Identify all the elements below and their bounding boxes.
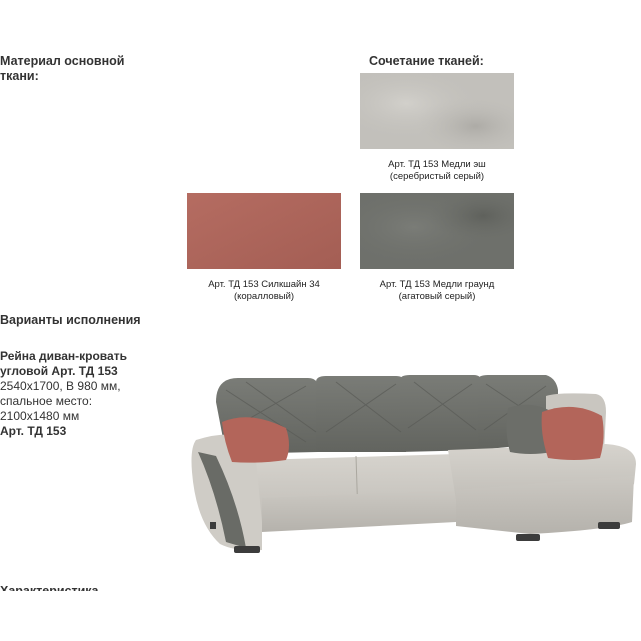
combination-label: Сочетание тканей: bbox=[369, 54, 484, 68]
sleeping-size: 2100x1480 мм bbox=[0, 409, 80, 423]
sofa-image bbox=[186, 372, 638, 560]
material-label: Материал основной ткани: bbox=[0, 54, 125, 83]
product-dimensions: 2540x1700, В 980 мм, bbox=[0, 379, 121, 393]
variants-heading: Варианты исполнения bbox=[0, 313, 141, 327]
swatch-desc: (серебристый серый) bbox=[389, 171, 485, 182]
swatch-name: Арт. ТД 153 Медли граунд bbox=[379, 279, 495, 290]
swatch-name: Арт. ТД 153 Силкшайн 34 bbox=[208, 279, 320, 290]
page-bottom-mask bbox=[0, 591, 641, 641]
fabric-texture bbox=[187, 193, 341, 269]
swatch-silver-grey bbox=[360, 73, 514, 149]
fabric-texture bbox=[360, 193, 514, 269]
product-title: Рейна диван-кровать угловой Арт. ТД 153 bbox=[0, 349, 127, 378]
fabric-texture bbox=[360, 73, 514, 149]
sleeping-label: спальное место: bbox=[0, 394, 93, 408]
swatch-coral bbox=[187, 193, 341, 269]
swatch-card-coral bbox=[187, 193, 341, 303]
swatch-card-silver-grey bbox=[360, 73, 514, 183]
swatch-name: Арт. ТД 153 Медли эш bbox=[388, 159, 486, 170]
swatch-desc: (агатовый серый) bbox=[398, 291, 476, 302]
sofa-foot bbox=[210, 522, 216, 529]
sofa-foot bbox=[234, 546, 260, 553]
sofa-foot bbox=[516, 534, 540, 541]
coral-pillow-right bbox=[542, 407, 604, 460]
product-article: Арт. ТД 153 bbox=[0, 424, 67, 438]
sofa-foot bbox=[598, 522, 620, 529]
swatch-card-agate-grey bbox=[360, 193, 514, 303]
product-spec bbox=[0, 349, 150, 439]
swatch-agate-grey bbox=[360, 193, 514, 269]
swatch-desc: (коралловый) bbox=[233, 291, 295, 302]
